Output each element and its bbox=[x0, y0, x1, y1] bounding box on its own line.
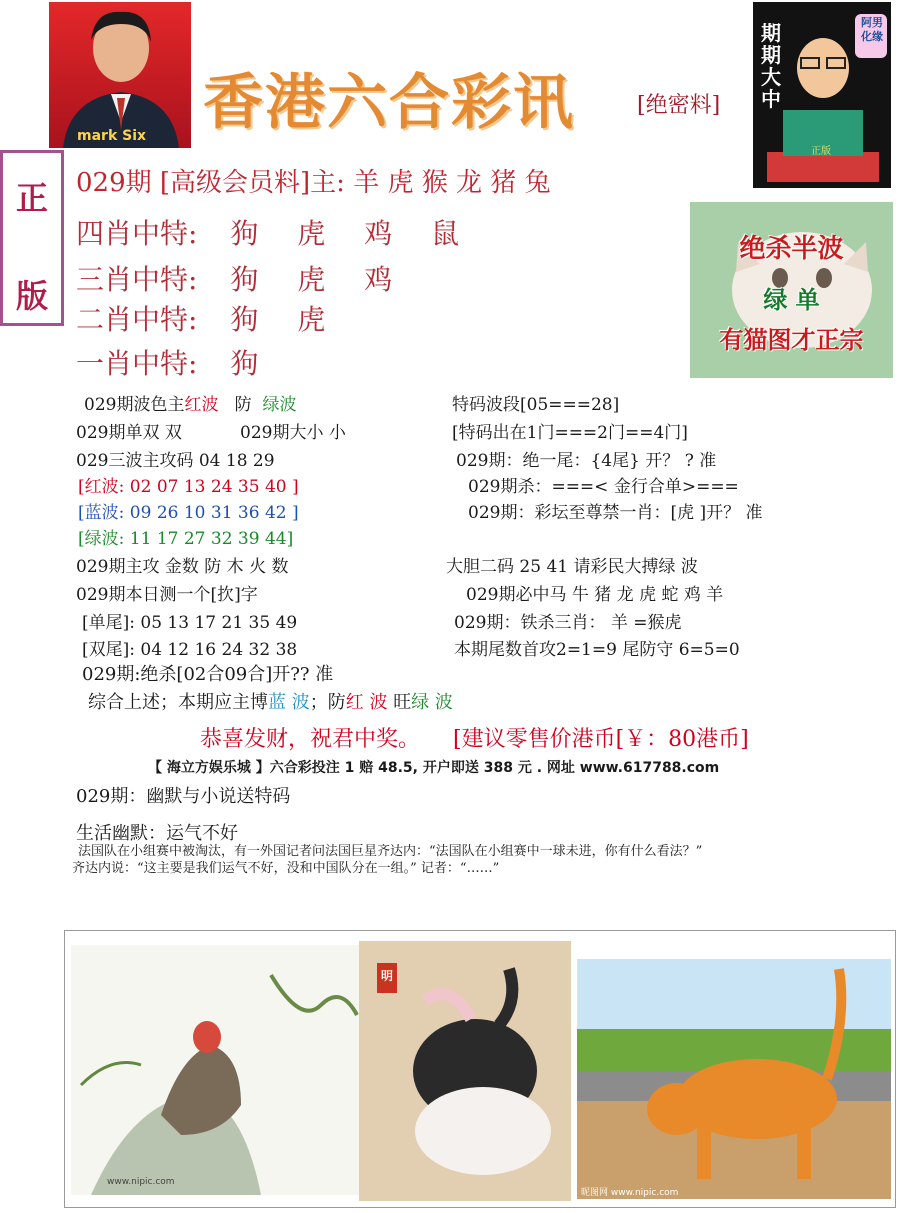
kill-three-line: 029期：铁杀三肖： 羊 =猴虎 bbox=[454, 613, 682, 633]
page-title: 香港六合彩讯 bbox=[203, 68, 575, 138]
pick-one-label: 一肖中特: bbox=[76, 347, 198, 380]
rabbit-seal: 明 bbox=[381, 969, 394, 983]
wish-text: 恭喜发财，祝君中奖。 bbox=[200, 727, 421, 752]
wave-line bbox=[84, 390, 296, 415]
segment-line: 特码波段[05===28] bbox=[452, 395, 620, 415]
portrait-caption: mark Six bbox=[77, 128, 147, 144]
dog-caption: 昵图网 www.nipic.com bbox=[581, 1188, 679, 1198]
cartoon-char-3: 大 bbox=[761, 65, 781, 89]
kill-line: 029期:绝杀[02合09合]开?? 准 bbox=[82, 664, 334, 685]
tail-attack-line: 本期尾数首攻2=1=9 尾防守 6=5=0 bbox=[454, 640, 740, 660]
summary-mid: 旺 bbox=[387, 692, 412, 713]
red-wave-numbers: 02 07 13 24 35 40 ] bbox=[129, 477, 299, 497]
badge-line-2: 版 bbox=[15, 277, 48, 315]
blue-wave-line bbox=[78, 498, 299, 523]
blue-wave-label: [蓝波: bbox=[78, 503, 125, 523]
summary-green: 绿 波 bbox=[411, 692, 453, 713]
green-wave-label: [绿波: bbox=[78, 529, 125, 549]
humor-story bbox=[72, 843, 888, 877]
pick-four-3: 鸡 bbox=[364, 217, 393, 250]
summary-blue: 蓝 波 bbox=[268, 692, 310, 713]
price-text: [建议零售价港币[￥：80港币] bbox=[453, 727, 749, 752]
dog-cartoon bbox=[577, 959, 891, 1199]
rabbit-painting bbox=[359, 941, 571, 1201]
pick-three-3: 鸡 bbox=[364, 263, 393, 296]
cartoon-tag: 正版 bbox=[811, 146, 831, 157]
two-codes-line: 大胆二码 25 41 请彩民大搏绿 波 bbox=[446, 557, 698, 577]
cartoon-monk-image bbox=[753, 2, 891, 188]
summary-red: 红 波 bbox=[345, 692, 388, 713]
cartoon-bubble: 阿男 化缘 bbox=[861, 16, 883, 43]
badge-line-1: 正 bbox=[15, 179, 48, 217]
green-wave-numbers: 11 17 27 32 39 44] bbox=[129, 529, 294, 549]
ad-line: 【 海立方娱乐城 】六合彩投注 1 赔 48.5, 开户即送 388 元 . 网址 www.617788.com bbox=[148, 760, 720, 776]
wave-main: 红波 bbox=[184, 395, 219, 415]
pick-three bbox=[76, 258, 392, 298]
door-line: [特码出在1门===2门==4门] bbox=[452, 423, 688, 443]
wish-line bbox=[200, 722, 749, 753]
char-test-line: 029期本日测一个[扻]字 bbox=[76, 585, 258, 605]
cat-banner-line-1: 绝杀半波 bbox=[739, 234, 844, 264]
authentic-badge bbox=[0, 150, 64, 326]
pick-three-1: 狗 bbox=[230, 263, 259, 296]
tail-line: 029期：绝一尾：{4尾} 开？ ? 准 bbox=[456, 451, 717, 471]
single-tail-line: [单尾]: 05 13 17 21 35 49 bbox=[82, 613, 298, 633]
odd-even: 029期单双 双 bbox=[76, 423, 182, 443]
pick-three-label: 三肖中特: bbox=[76, 263, 198, 296]
summary-prefix: 综合上述；本期应主博 bbox=[88, 692, 268, 713]
cartoon-char-4: 中 bbox=[761, 87, 781, 111]
wave-prefix: 029期波色主 bbox=[84, 395, 185, 415]
pick-one bbox=[76, 342, 258, 382]
summary-line bbox=[88, 688, 453, 714]
blue-wave-numbers: 09 26 10 31 36 42 ] bbox=[129, 503, 299, 523]
humor-subheading: 生活幽默：运气不好 bbox=[76, 823, 238, 844]
page-subtitle: [绝密料] bbox=[637, 93, 721, 118]
pick-four-4: 鼠 bbox=[431, 217, 460, 250]
portrait-photo bbox=[49, 2, 191, 148]
big-small: 029期大小 小 bbox=[240, 423, 346, 443]
story-line-2: 齐达内说：“这主要是我们运气不好，没和中国队分在一组。” 记者：“……” bbox=[72, 861, 500, 876]
member-line: 029期 [高级会员料]主: 羊 虎 猴 龙 猪 兔 bbox=[76, 168, 551, 198]
wave-defend-label: 防 bbox=[234, 395, 252, 415]
pick-three-2: 虎 bbox=[297, 263, 326, 296]
pick-four bbox=[76, 212, 459, 252]
pick-two-label: 二肖中特: bbox=[76, 303, 198, 336]
monkey-caption: www.nipic.com bbox=[107, 1177, 175, 1187]
summary-sep: ；防 bbox=[309, 692, 346, 713]
red-wave-line bbox=[78, 472, 299, 497]
pick-four-1: 狗 bbox=[230, 217, 259, 250]
monkey-painting bbox=[71, 945, 361, 1195]
red-wave-label: [红波: bbox=[78, 477, 125, 497]
pick-one-1: 狗 bbox=[230, 347, 259, 380]
elements-line: 029期主攻 金数 防 木 火 数 bbox=[76, 557, 289, 577]
cat-banner-line-3: 有猫图才正宗 bbox=[719, 325, 864, 354]
cat-banner-line-2: 绿 单 bbox=[763, 285, 820, 314]
green-wave-line bbox=[78, 524, 293, 549]
humor-heading: 029期：幽默与小说送特码 bbox=[76, 786, 291, 807]
kill-combo-line: 029期杀：===< 金行合单>=== bbox=[468, 477, 739, 497]
pick-two bbox=[76, 298, 325, 338]
forbidden-line: 029期：彩坛至尊禁一肖：[虎 ]开？ 准 bbox=[468, 503, 763, 523]
wave-defend: 绿波 bbox=[262, 395, 297, 415]
story-line-1: 法国队在小组赛中被淘汰，有一外国记者问法国巨星齐达内：“法国队在小组赛中一球未进，你有什么看法？” bbox=[78, 844, 703, 859]
cat-banner bbox=[690, 202, 893, 378]
pick-four-2: 虎 bbox=[297, 217, 326, 250]
attack-codes: 029三波主攻码 04 18 29 bbox=[76, 451, 275, 471]
double-tail-line: [双尾]: 04 12 16 24 32 38 bbox=[82, 640, 298, 660]
must-win-line: 029期必中马 牛 猪 龙 虎 蛇 鸡 羊 bbox=[466, 585, 724, 605]
pick-two-2: 虎 bbox=[297, 303, 326, 336]
pick-four-label: 四肖中特: bbox=[76, 217, 198, 250]
zodiac-gallery bbox=[64, 930, 896, 1208]
cartoon-char-2: 期 bbox=[761, 43, 781, 67]
pick-two-1: 狗 bbox=[230, 303, 259, 336]
cartoon-char-1: 期 bbox=[761, 21, 781, 45]
